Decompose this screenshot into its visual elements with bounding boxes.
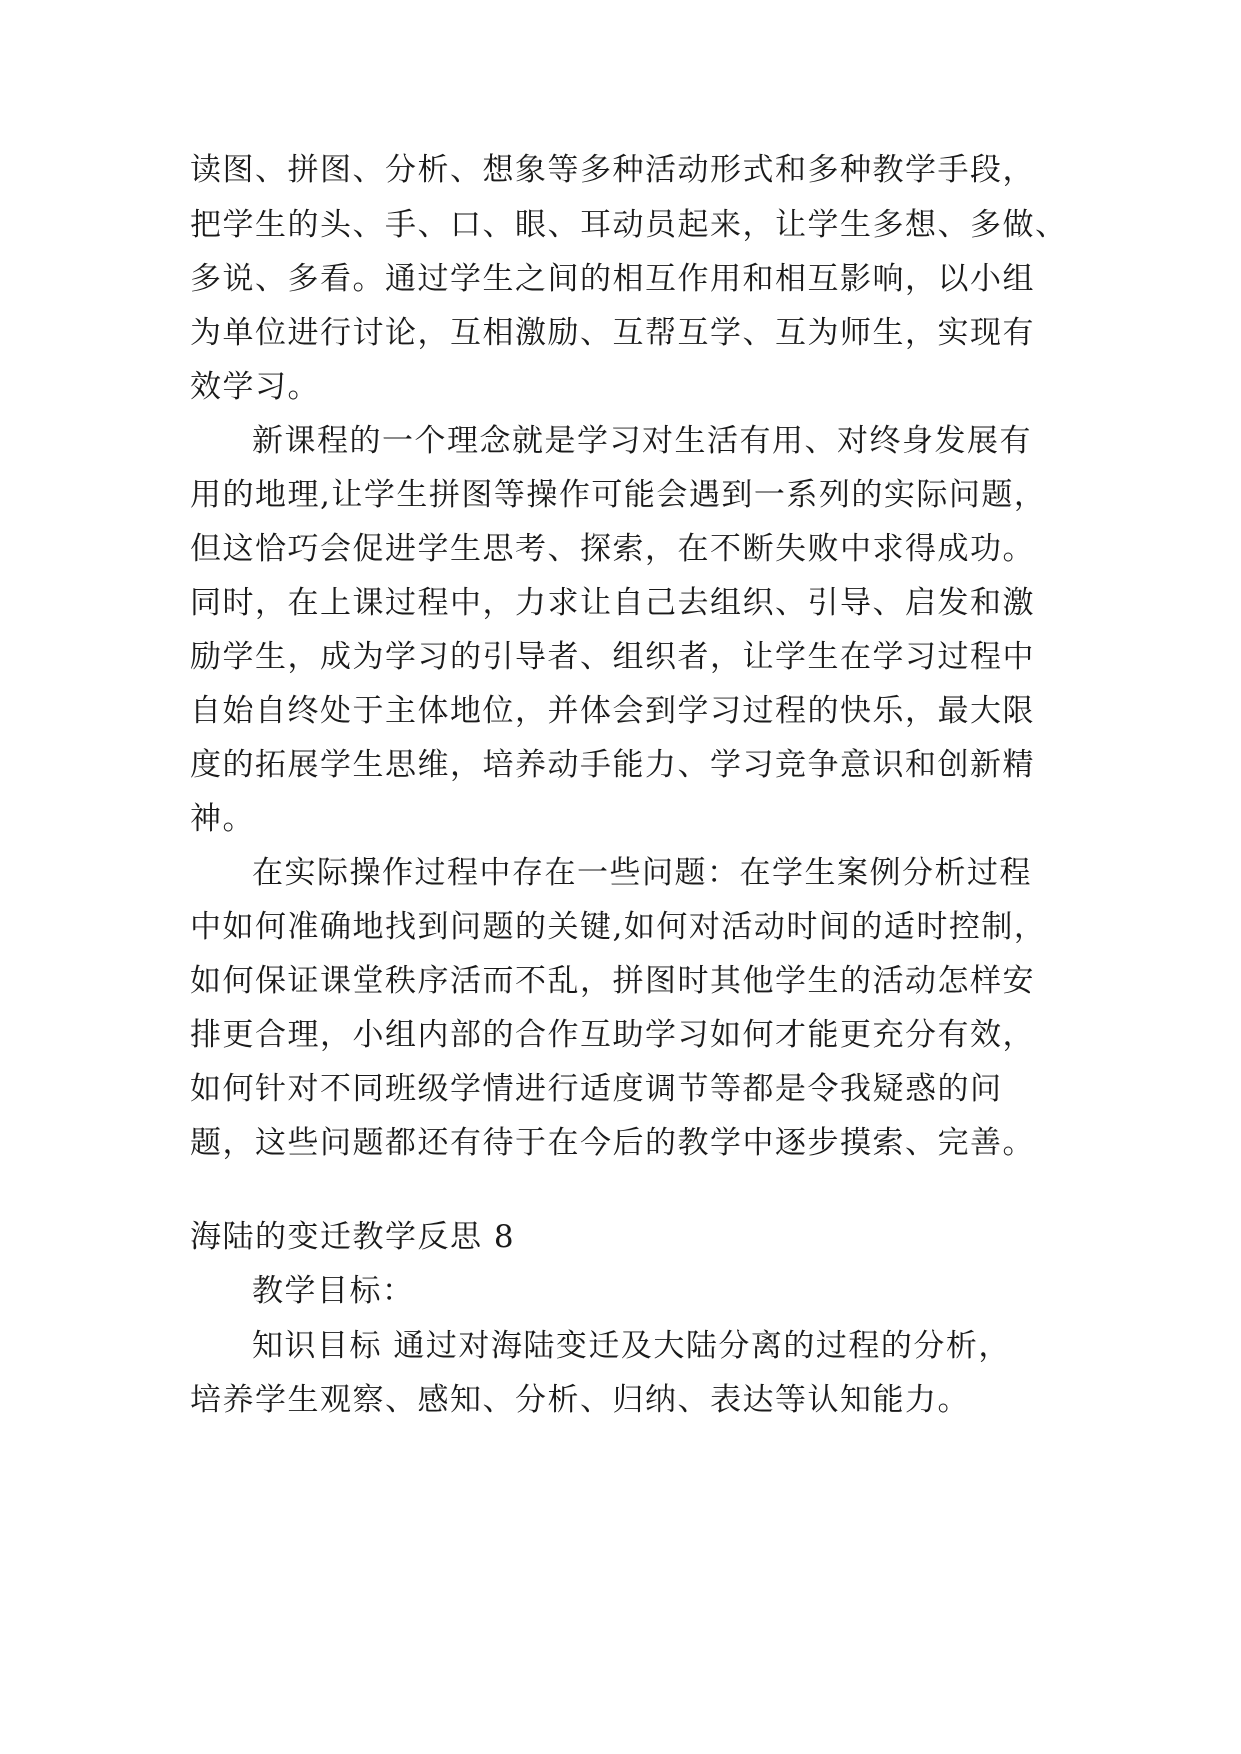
paragraph-3-line-4: 排更合理，小组内部的合作互助学习如何才能更充分有效，: [190, 1017, 1035, 1053]
paragraph-2-line-3: 但这恰巧会促进学生思考、探索，在不断失败中求得成功。: [190, 531, 1035, 567]
paragraph-2-line-1: 新课程的一个理念就是学习对生活有用、对终身发展有: [252, 423, 1032, 459]
paragraph-2-line-7: 度的拓展学生思维，培养动手能力、学习竞争意识和创新精: [190, 747, 1035, 783]
objectives-heading: 教学目标：: [252, 1273, 415, 1309]
paragraph-1-line-4: 为单位进行讨论，互相激励、互帮互学、互为师生，实现有: [190, 315, 1035, 351]
paragraph-2-line-2: 用的地理,让学生拼图等操作可能会遇到一系列的实际问题，: [190, 477, 1047, 513]
section-title: 海陆的变迁教学反思 8: [190, 1219, 516, 1255]
paragraph-3-line-6: 题，这些问题都还有待于在今后的教学中逐步摸索、完善。: [190, 1125, 1035, 1161]
paragraph-1-line-1: 读图、拼图、分析、想象等多种活动形式和多种教学手段，: [190, 152, 1035, 188]
knowledge-goal-line-1: 知识目标 通过对海陆变迁及大陆分离的过程的分析，: [252, 1328, 1011, 1364]
paragraph-2-line-4: 同时，在上课过程中，力求让自己去组织、引导、启发和激: [190, 585, 1035, 621]
paragraph-1-line-5: 效学习。: [190, 369, 320, 405]
knowledge-goal-line-2: 培养学生观察、感知、分析、归纳、表达等认知能力。: [190, 1382, 970, 1418]
paragraph-1-line-3: 多说、多看。通过学生之间的相互作用和相互影响，以小组: [190, 261, 1035, 297]
paragraph-3-line-5: 如何针对不同班级学情进行适度调节等都是令我疑惑的问: [190, 1071, 1003, 1107]
paragraph-2-line-6: 自始自终处于主体地位，并体会到学习过程的快乐，最大限: [190, 693, 1035, 729]
paragraph-2-line-5: 励学生，成为学习的引导者、组织者，让学生在学习过程中: [190, 639, 1035, 675]
paragraph-1-line-2: 把学生的头、手、口、眼、耳动员起来，让学生多想、多做、: [190, 207, 1068, 243]
paragraph-3-line-3: 如何保证课堂秩序活而不乱，拼图时其他学生的活动怎样安: [190, 963, 1035, 999]
paragraph-2-line-8: 神。: [190, 801, 255, 837]
paragraph-3-line-2: 中如何准确地找到问题的关键,如何对活动时间的适时控制，: [190, 909, 1047, 945]
paragraph-3-line-1: 在实际操作过程中存在一些问题：在学生案例分析过程: [252, 855, 1032, 891]
